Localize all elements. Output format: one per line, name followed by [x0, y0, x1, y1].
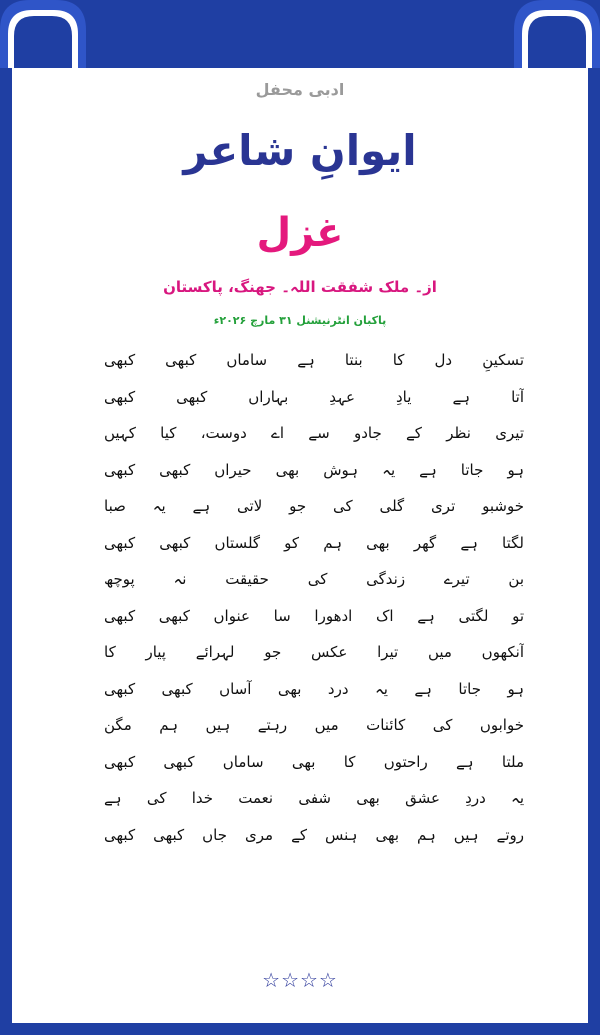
- verse-line: تو لگتی ہے اک ادھورا سا عنواں کبھی کبھی: [104, 606, 524, 625]
- author-line: از۔ ملک شفقت اللہ۔ جھنگ، پاکستان: [163, 278, 437, 296]
- frame-bottom-border: [0, 1023, 600, 1035]
- genre-heading: غزل: [256, 210, 344, 256]
- scroll-curl-left: [0, 0, 86, 68]
- verse-line: تیری نظر کے جادو سے اے دوست، کیا کہیں: [104, 424, 524, 442]
- verse-line: یہ دردِ عشق بھی شفی نعمت خدا کی ہے: [104, 789, 524, 807]
- section-label: ادبی محفل: [255, 80, 345, 99]
- verse-line: ملتا ہے راحتوں کا بھی ساماں کبھی کبھی: [104, 752, 524, 771]
- verse-line: روتے ہیں ہم بھی ہنس کے مری جاں کبھی کبھی: [104, 825, 524, 844]
- verse-line: خوابوں کی کائنات میں رہتے ہیں ہم مگن: [104, 716, 524, 734]
- ghazal-body: [104, 342, 524, 853]
- verse-line: ہو جاتا ہے یہ درد بھی آساں کبھی کبھی: [104, 679, 524, 698]
- verse-line: ہو جاتا ہے یہ ہوش بھی حیراں کبھی کبھی: [104, 460, 524, 479]
- verse-line: خوشبو تری گلی کی جو لاتی ہے یہ صبا: [104, 497, 524, 515]
- verse-line: آنکھوں میں تیرا عکس جو لہرائے پیار کا: [104, 643, 524, 661]
- verse-line: لگتا ہے گھر بھی ہم کو گلستاں کبھی کبھی: [104, 533, 524, 552]
- star-divider: ☆☆☆☆: [262, 968, 338, 992]
- verse-line: تسکینِ دل کا بنتا ہے ساماں کبھی کبھی: [104, 351, 524, 369]
- verse-line: آتا ہے یادِ عہدِ بہاراں کبھی کبھی: [104, 387, 524, 406]
- publication-dateline: پاکبان انٹرنیشنل ۳۱ مارچ ۲۰۲۶ء: [213, 314, 387, 327]
- verse-line: بن تیرے زندگی کی حقیقت نہ پوچھ: [104, 570, 524, 588]
- page-title: ایوانِ شاعر: [183, 126, 417, 175]
- frame-top-bar: [0, 0, 600, 68]
- scroll-curl-right: [514, 0, 600, 68]
